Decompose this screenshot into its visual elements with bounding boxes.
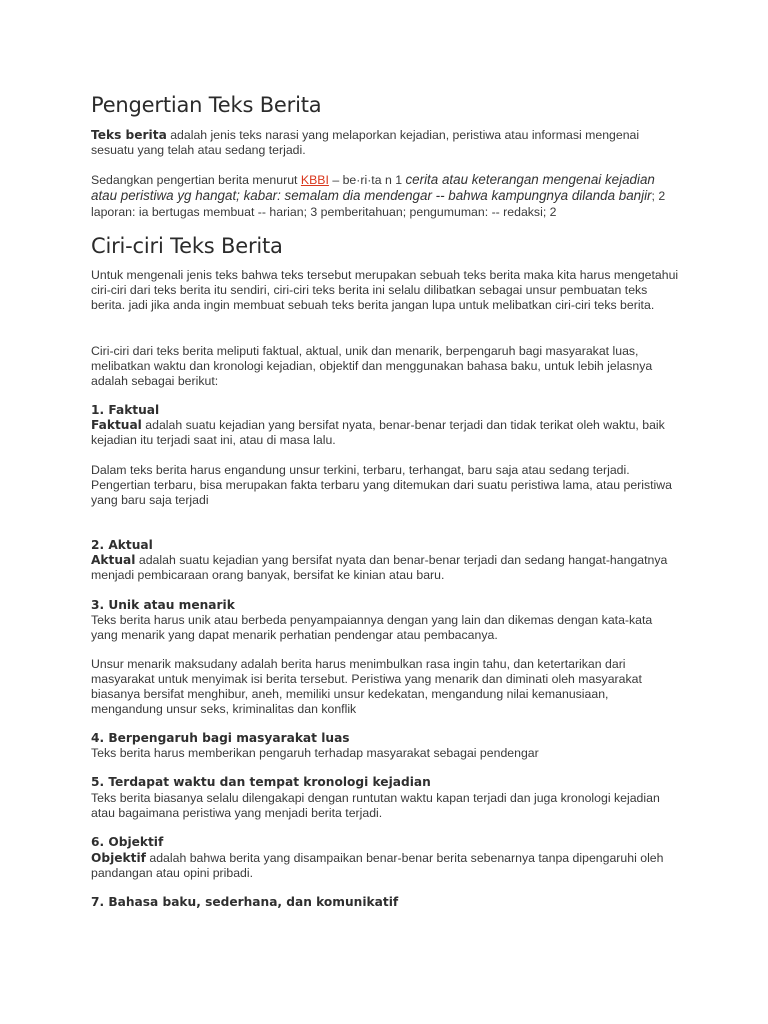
kbbi-italic-definition: cerita atau keterangan mengenai kejadian atau peristiwa yg hangat; kabar: semalam dia mendengar -- bahwa kampungnya dilanda banjir — [91, 172, 655, 203]
heading-bahasa-baku: 7. Bahasa baku, sederhana, dan komunikatif — [91, 895, 399, 909]
objektif-text: adalah bahwa berita yang disampaikan benar-benar berita sebenarnya tanpa dipengaruhi oleh pandangan atau opini pribadi. — [91, 851, 664, 880]
kbbi-pre-text: Sedangkan pengertian berita menurut — [91, 173, 301, 187]
kbbi-link[interactable]: KBBI — [300, 173, 329, 187]
heading-berpengaruh: 4. Berpengaruh bagi masyarakat luas — [91, 731, 350, 745]
paragraph-aktual — [91, 553, 681, 583]
definition-text: adalah jenis teks narasi yang melaporkan kejadian, peristiwa atau informasi mengenai sesuatu yang telah atau sedang terjadi. — [91, 128, 640, 157]
paragraph-kbbi — [91, 172, 681, 220]
paragraph-unik-menarik: Teks berita harus unik atau berbeda penyampaiannya dengan yang lain dan dikemas dengan kata-kata yang menarik yang dapat menarik perhatian pendengar atau pembacanya. — [91, 613, 653, 642]
paragraph-faktual-extra: Dalam teks berita harus engandung unsur terkini, terbaru, terhangat, baru saja atau sedang terjadi. Pengertian terbaru, bisa merupakan fakta terbaru yang ditemukan dari suatu peristiwa lama, atau peristiwa yang baru saja terjadi — [91, 463, 673, 507]
kbbi-post-text: ; 2 laporan: ia bertugas membuat -- harian; 3 pemberitahuan; pengumuman: -- redaksi; 2 — [91, 189, 666, 219]
paragraph-unik-menarik-extra: Unsur menarik maksudany adalah berita harus menimbulkan rasa ingin tahu, dan ketertarikan dari masyarakat untuk menyimak isi berita tersebut. Peristiwa yang menarik dan diminati oleh masyarakat biasanya bersifat menghibur, aneh, memiliki unsur kedekatan, mengandung nilai kemanusiaan, mengandung unsur seks, kriminalitas dan konflik — [91, 657, 642, 716]
faktual-text: adalah suatu kejadian yang bersifat nyata, benar-benar terjadi dan tidak terikat oleh waktu, baik kejadian itu terjadi saat ini, atau di masa lalu. — [91, 418, 665, 447]
paragraph-intro-1: Untuk mengenali jenis teks bahwa teks tersebut merupakan sebuah teks berita maka kita harus mengetahui ciri-ciri dari teks berita itu sendiri, ciri-ciri teks berita ini selalu dilibatkan sebagai unsur pembuatan teks berita. jadi jika anda ingin membuat sebuah teks berita jangan lupa untuk melibatkan ciri-ciri teks berita. — [91, 268, 679, 312]
keyword-faktual: Faktual — [91, 418, 142, 432]
kbbi-mid-text: – be·ri·ta n 1 — [328, 173, 406, 187]
heading-objektif: 6. Objektif — [91, 835, 164, 849]
paragraph-objektif — [91, 851, 681, 881]
heading-aktual: 2. Aktual — [91, 538, 153, 552]
aktual-text: adalah suatu kejadian yang bersifat nyata dan benar-benar terjadi dan sedang hangat-hangatnya menjadi pembicaraan orang banyak, bersifat ke kinian atau baru. — [91, 553, 668, 582]
heading-unik-menarik: 3. Unik atau menarik — [91, 598, 235, 612]
paragraph-definition — [91, 128, 681, 158]
paragraph-intro-2: Ciri-ciri dari teks berita meliputi faktual, aktual, unik dan menarik, berpengaruh bagi masyarakat luas, melibatkan waktu dan kronologi kejadian, objektif dan menggunakan bahasa baku, untuk lebih jelasnya adalah sebagai berikut: — [91, 344, 653, 388]
section-title-pengertian: Pengertian Teks Berita — [91, 93, 322, 117]
keyword-teks-berita: Teks berita — [91, 128, 167, 142]
keyword-aktual: Aktual — [91, 553, 136, 567]
paragraph-berpengaruh: Teks berita harus memberikan pengaruh terhadap masyarakat sebagai pendengar — [91, 746, 539, 760]
heading-waktu-tempat: 5. Terdapat waktu dan tempat kronologi kejadian — [91, 775, 431, 789]
paragraph-faktual — [91, 418, 681, 448]
heading-faktual: 1. Faktual — [91, 403, 160, 417]
section-title-ciri-ciri: Ciri-ciri Teks Berita — [91, 234, 283, 258]
paragraph-waktu-tempat: Teks berita biasanya selalu dilengakapi dengan runtutan waktu kapan terjadi dan juga kronologi kejadian atau bagaimana peristiwa yang menjadi berita terjadi. — [91, 791, 660, 820]
keyword-objektif: Objektif — [91, 851, 146, 865]
